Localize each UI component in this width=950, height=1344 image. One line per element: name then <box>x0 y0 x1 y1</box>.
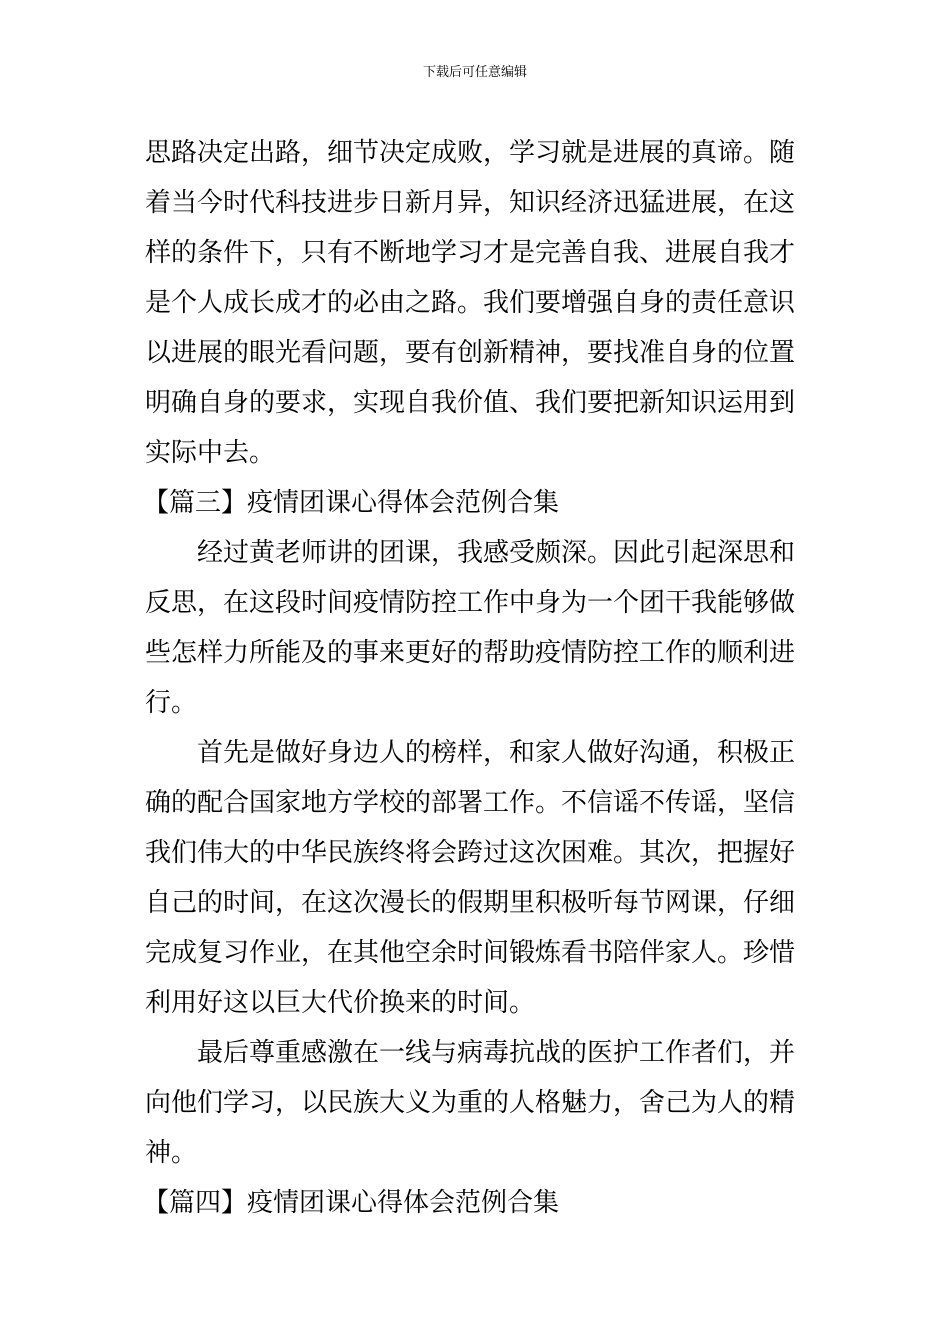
text-line: 行。 <box>145 688 198 718</box>
section-heading-3 <box>145 478 807 528</box>
text-line: 自己的时间，在这次漫长的假期里积极听每节网课，仔细 <box>145 888 796 918</box>
section-heading-4 <box>145 1178 807 1228</box>
text-line: 利用好这以巨大代价换来的时间。 <box>145 988 536 1018</box>
heading-text: 【篇四】疫情团课心得体会范例合集 <box>143 1188 560 1218</box>
text-line: 思路决定出路，细节决定成败，学习就是进展的真谛。随 <box>145 138 796 168</box>
text-line: 向他们学习，以民族大义为重的人格魅力，舍己为人的精 <box>145 1088 796 1118</box>
text-line: 最后尊重感激在一线与病毒抗战的医护工作者们，并 <box>197 1038 796 1068</box>
paragraph <box>145 528 807 728</box>
text-line: 着当今时代科技进步日新月异，知识经济迅猛进展，在这 <box>145 188 796 218</box>
heading-text: 【篇三】疫情团课心得体会范例合集 <box>143 488 560 518</box>
document-body <box>145 128 807 1228</box>
text-line: 确的配合国家地方学校的部署工作。不信谣不传谣，坚信 <box>145 788 796 818</box>
text-line: 以进展的眼光看问题，要有创新精神，要找准自身的位置 <box>145 338 796 368</box>
text-line: 是个人成长成才的必由之路。我们要增强自身的责任意识 <box>145 288 796 318</box>
paragraph <box>145 1028 807 1178</box>
text-line: 些怎样力所能及的事来更好的帮助疫情防控工作的顺利进 <box>145 638 796 668</box>
text-line: 神。 <box>145 1138 198 1168</box>
text-line: 完成复习作业，在其他空余时间锻炼看书陪伴家人。珍惜 <box>145 938 796 968</box>
text-line: 实际中去。 <box>145 438 276 468</box>
text-line: 明确自身的要求，实现自我价值、我们要把新知识运用到 <box>145 388 796 418</box>
text-line: 我们伟大的中华民族终将会跨过这次困难。其次，把握好 <box>145 838 796 868</box>
text-line: 经过黄老师讲的团课，我感受颇深。因此引起深思和 <box>197 538 796 568</box>
page-header: 下载后可任意编辑 <box>422 65 527 80</box>
text-line: 反思，在这段时间疫情防控工作中身为一个团干我能够做 <box>145 588 796 618</box>
text-line: 样的条件下，只有不断地学习才是完善自我、进展自我才 <box>145 238 796 268</box>
text-line: 首先是做好身边人的榜样，和家人做好沟通，积极正 <box>197 738 796 768</box>
paragraph <box>145 728 807 1028</box>
paragraph-continuation <box>145 128 807 478</box>
